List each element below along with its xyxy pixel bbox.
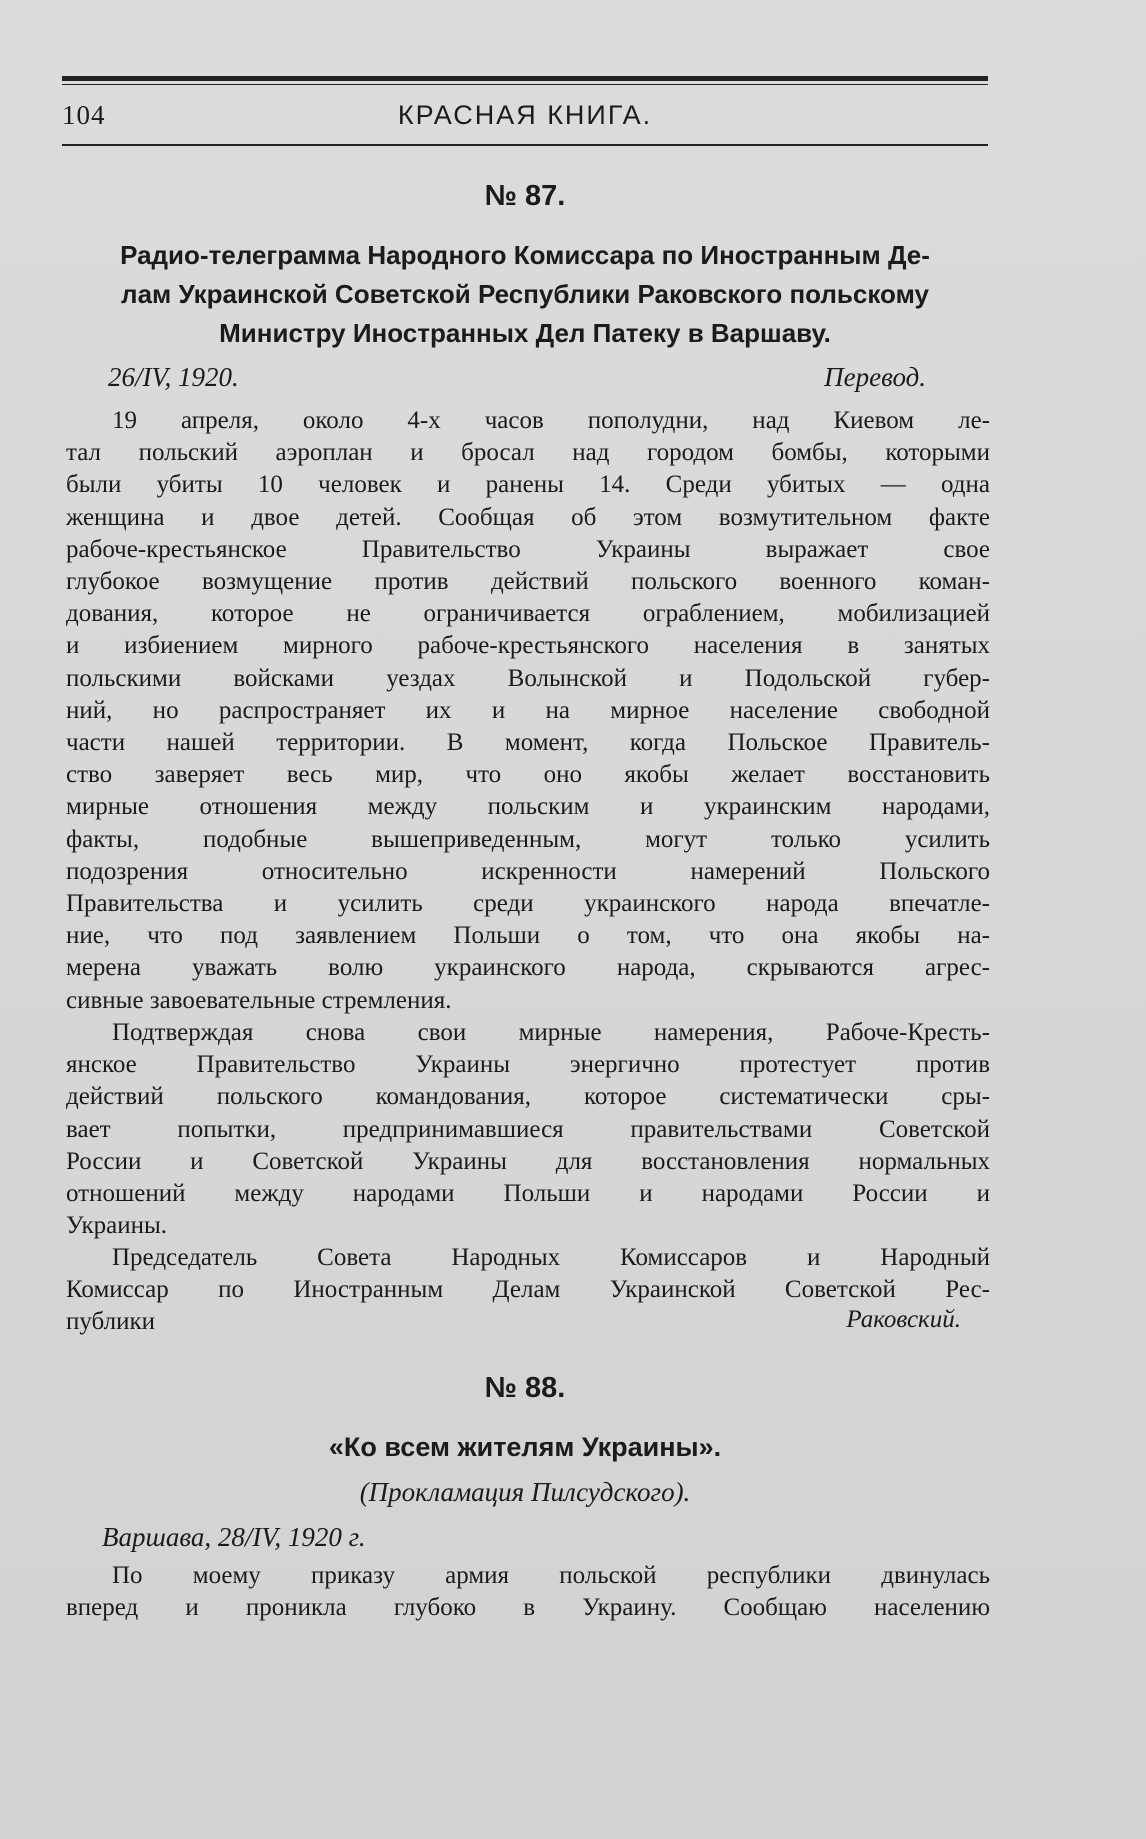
text-line: мирные отношения между польским и украинским народами, — [66, 793, 990, 821]
text-line: части нашей территории. В момент, когда Польское Правитель- — [66, 729, 990, 757]
text-line: польскими войсками уездах Волынской и Подольской губер- — [66, 664, 990, 692]
text-line: Украины. — [66, 1212, 168, 1240]
heading-line: Радио-телеграмма Народного Комиссара по Иностранным Де- — [120, 240, 930, 270]
text-line: Правительства и усилить среди украинского народа впечатле- — [66, 890, 990, 918]
doc-88-subtitle: (Прокламация Пилсудского). — [359, 1477, 691, 1507]
heading-line: лам Украинской Советской Республики Раковского польскому — [121, 279, 929, 309]
doc-87-paragraph-2 — [66, 1017, 990, 1242]
doc-87-number: № 87. — [484, 180, 566, 212]
heading-line: Министру Иностранных Дел Патеку в Варшаву. — [219, 318, 831, 348]
text-line: вает попытки, предпринимавшиеся правительствами Советской — [66, 1115, 990, 1143]
text-line: 19 апреля, около 4-х часов пополудни, над Киевом ле- — [112, 407, 990, 434]
page-header — [62, 98, 988, 138]
text-line: вперед и проникла глубоко в Украину. Сообщаю населению — [66, 1594, 990, 1622]
doc-88-date: Варшава, 28/IV, 1920 г. — [102, 1522, 366, 1552]
text-line: тал польский аэроплан и бросал над городом бомбы, которыми — [66, 439, 990, 467]
text-line: мерена уважать волю украинского народа, скрываются агрес- — [66, 954, 990, 982]
doc-87-paragraph-1 — [66, 405, 990, 1017]
doc-88-dateline — [62, 1522, 988, 1556]
text-line: По моему приказу армия польской республики двинулась — [112, 1562, 990, 1589]
text-line: факты, подобные вышеприведенным, могут только усилить — [66, 825, 990, 853]
text-line: Подтверждая снова свои мирные намерения, Рабоче-Кресть- — [112, 1019, 990, 1046]
translation-note: Перевод. — [824, 362, 926, 392]
text-line: сивные завоевательные стремления. — [66, 986, 452, 1014]
text-line: Председатель Совета Народных Комиссаров и Народный — [112, 1244, 990, 1271]
text-line: подозрения относительно искренности намерений Польского — [66, 857, 990, 885]
doc-88-title: «Ко всем жителям Украины». — [328, 1432, 722, 1462]
text-line: и избиением мирного рабоче-крестьянского населения в занятых — [66, 632, 990, 660]
text-line: ство заверяет весь мир, что оно якобы желает восстановить — [66, 761, 990, 789]
text-line: действий польского командования, которое систематически сры- — [66, 1083, 990, 1111]
header-rule — [62, 144, 988, 146]
text-line: женщина и двое детей. Сообщая об этом возмутительном факте — [66, 503, 990, 531]
text-line: отношений между народами Польши и народами России и — [66, 1180, 990, 1208]
text-line: глубокое возмущение против действий польского военного коман- — [66, 568, 990, 596]
page-number: 104 — [62, 100, 106, 130]
doc-88-paragraph-1 — [66, 1560, 990, 1624]
top-rule — [62, 76, 988, 85]
signature-rakovsky: Раковский. — [846, 1306, 961, 1333]
text-line: публики — [66, 1308, 156, 1336]
text-line: России и Советской Украины для восстановления нормальных — [66, 1147, 990, 1175]
text-line: ний, но распространяет их и на мирное население свободной — [66, 696, 990, 724]
text-line: Комиссар по Иностранным Делам Украинской Советской Рес- — [66, 1276, 990, 1304]
text-line: янское Правительство Украины энергично протестует против — [66, 1051, 990, 1079]
text-line: ние, что под заявлением Польши о том, что она якобы на- — [66, 922, 990, 950]
text-line: были убиты 10 человек и ранены 14. Среди убитых — одна — [66, 471, 990, 499]
doc-87-dateline — [62, 362, 988, 396]
doc-88-number: № 88. — [484, 1372, 566, 1404]
text-line: рабоче-крестьянское Правительство Украины выражает свое — [66, 535, 990, 563]
text-line: дования, которое не ограничивается ограблением, мобилизацией — [66, 600, 990, 628]
running-title: КРАСНАЯ КНИГА. — [397, 100, 653, 130]
doc-87-date: 26/IV, 1920. — [108, 362, 239, 392]
doc-87-heading — [62, 236, 988, 353]
